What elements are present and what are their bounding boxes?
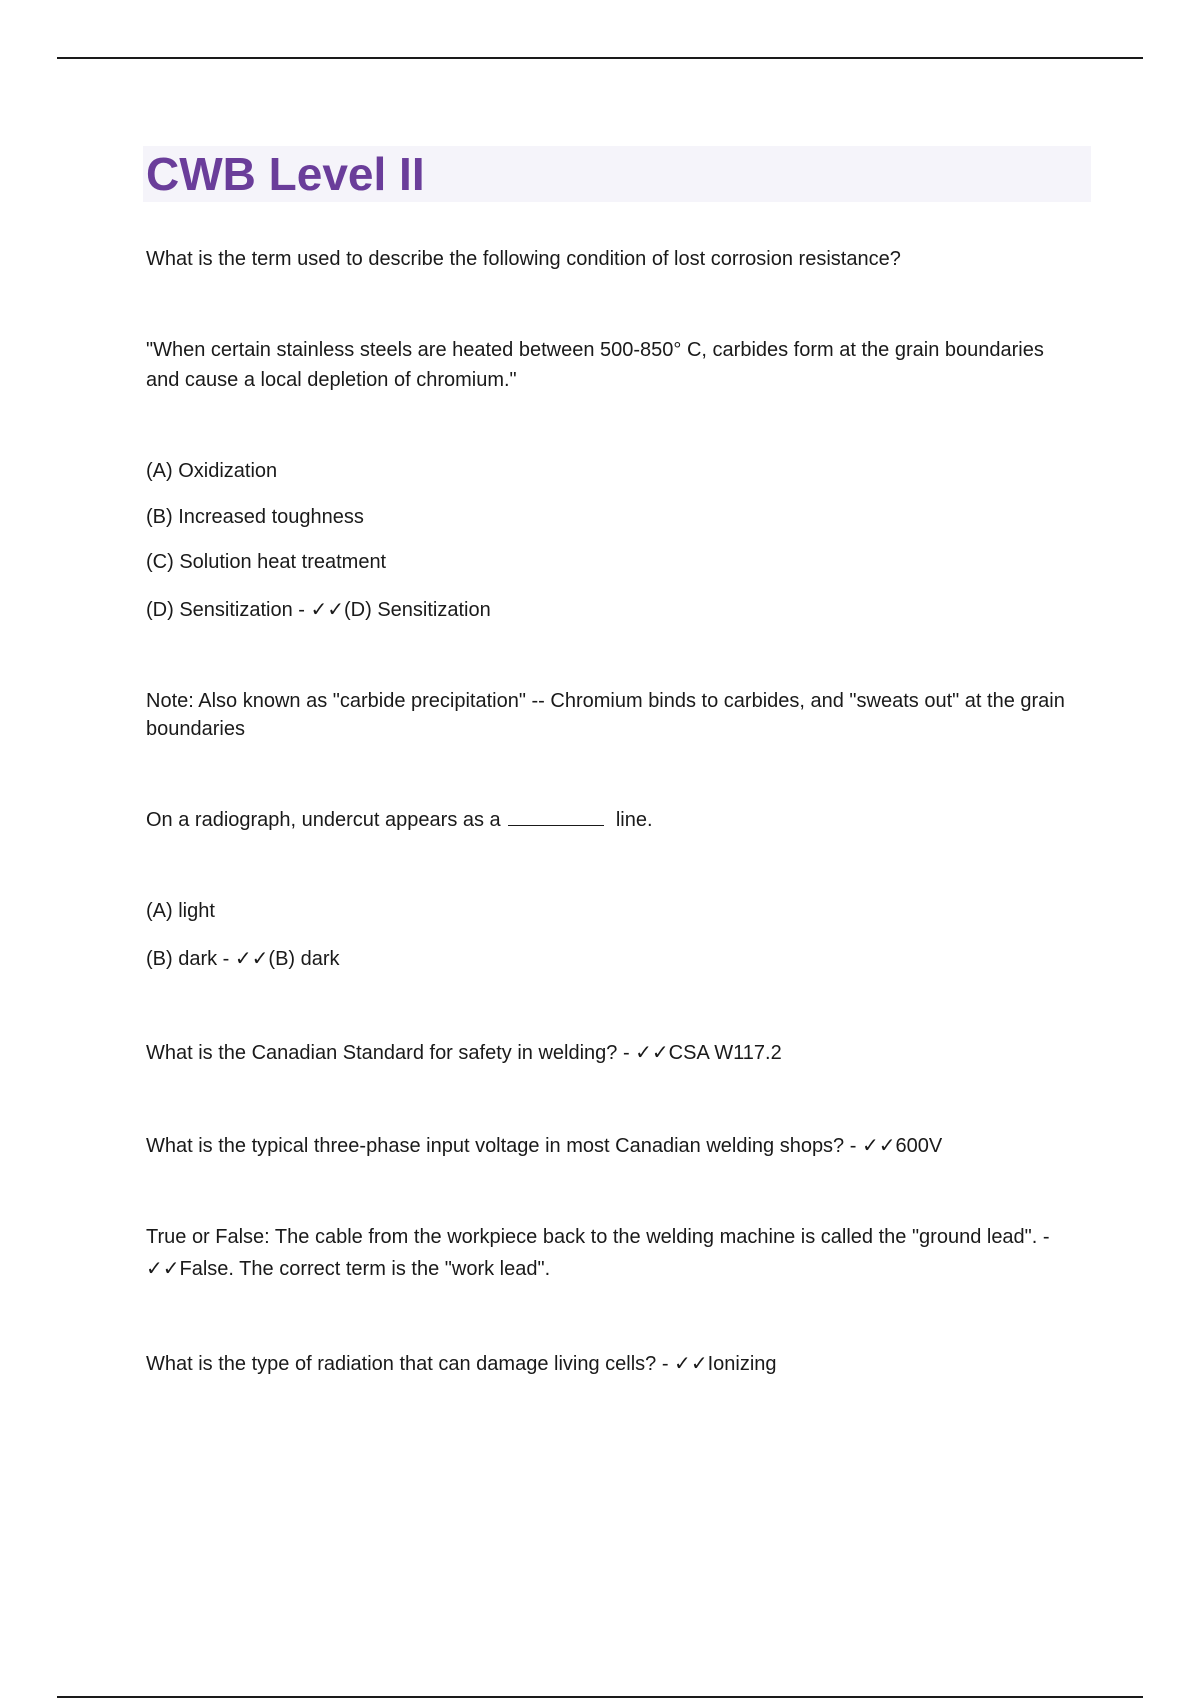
q1-quote-line2: and cause a local depletion of chromium." (146, 369, 517, 391)
q2-question (146, 806, 653, 835)
q1-option-c: (C) Solution heat treatment (146, 551, 387, 573)
page-title: CWB Level II (146, 148, 425, 200)
q1-option-b: (B) Increased toughness (146, 506, 364, 528)
q3-question-answer: What is the Canadian Standard for safety in welding? - ✓✓CSA W117.2 (146, 1042, 782, 1064)
q5-line2-answer: ✓✓False. The correct term is the "work lead". (146, 1258, 551, 1280)
q1-question: What is the term used to describe the following condition of lost corrosion resistance? (146, 248, 901, 270)
q1-option-d-answer: (D) Sensitization - ✓✓(D) Sensitization (146, 599, 491, 621)
q2-option-a: (A) light (146, 900, 215, 922)
q1-note-line1: Note: Also known as "carbide precipitation" -- Chromium binds to carbides, and "sweats out" at the grain (146, 690, 1065, 712)
top-rule (57, 57, 1143, 59)
bottom-rule (57, 1696, 1143, 1698)
q1-note-line2: boundaries (146, 718, 245, 740)
q6-question-answer: What is the type of radiation that can damage living cells? - ✓✓Ionizing (146, 1353, 777, 1375)
q1-option-a: (A) Oxidization (146, 460, 278, 482)
q2-question-after: line. (615, 809, 653, 831)
q4-question-answer: What is the typical three-phase input voltage in most Canadian welding shops? - ✓✓600V (146, 1135, 943, 1157)
fill-in-blank (508, 807, 604, 826)
q5-line1: True or False: The cable from the workpiece back to the welding machine is called the "ground lead". - (146, 1226, 1050, 1248)
q1-quote-line1: "When certain stainless steels are heated between 500-850° C, carbides form at the grain boundaries (146, 339, 1044, 361)
q2-question-before: On a radiograph, undercut appears as a (146, 809, 501, 831)
q2-option-b-answer: (B) dark - ✓✓(B) dark (146, 948, 340, 970)
